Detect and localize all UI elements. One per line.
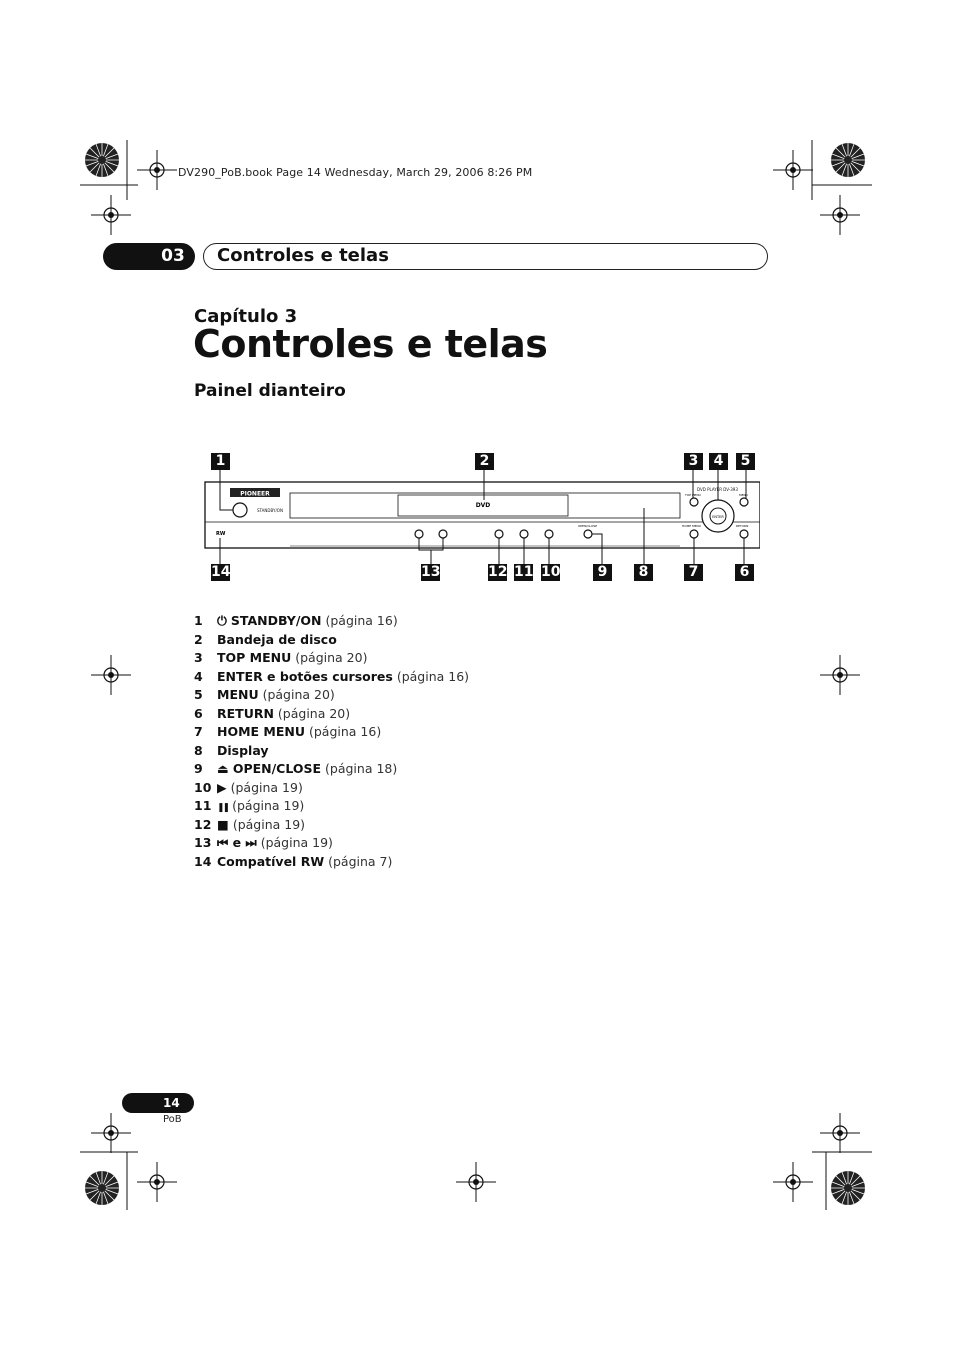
brand-logo-text: PIONEER bbox=[240, 490, 270, 498]
callout-2: 2 bbox=[475, 453, 494, 470]
callout-8: 8 bbox=[634, 564, 653, 581]
callout-11: 11 bbox=[514, 564, 534, 580]
list-item: 12 ■ (página 19) bbox=[194, 816, 469, 835]
rw-logo: RW bbox=[216, 531, 226, 537]
return-label: RETURN bbox=[736, 524, 749, 528]
eject-icon: ⏏ bbox=[217, 761, 229, 776]
page-number: 14 bbox=[163, 1096, 180, 1110]
chapter-badge-number: 03 bbox=[161, 246, 185, 266]
menu-button bbox=[740, 498, 748, 506]
callout-9: 9 bbox=[593, 564, 612, 581]
standby-button bbox=[233, 503, 247, 517]
header-title: Controles e telas bbox=[217, 245, 389, 266]
skip-prev-next-icon: ⏮ e ⏭ bbox=[217, 835, 257, 850]
list-item: 13 ⏮ e ⏭ (página 19) bbox=[194, 834, 469, 853]
device-body bbox=[205, 482, 760, 548]
stop-button bbox=[495, 530, 503, 538]
open-close-label: OPEN/CLOSE bbox=[578, 524, 598, 528]
list-item: 8 Display bbox=[194, 742, 269, 758]
list-item: 4 ENTER e botões cursores (página 16) bbox=[194, 668, 470, 684]
skip-prev-button bbox=[415, 530, 423, 538]
top-menu-button bbox=[690, 498, 698, 506]
list-item: 11 ❚❚ (página 19) bbox=[194, 797, 469, 816]
callout-7: 7 bbox=[684, 564, 703, 581]
list-item: 7 HOME MENU (página 16) bbox=[194, 724, 382, 739]
chapter-badge bbox=[103, 243, 195, 270]
play-icon: ▶ bbox=[217, 779, 227, 795]
standby-label: STANDBY/ON bbox=[257, 508, 283, 513]
enter-label: ENTER bbox=[712, 515, 724, 519]
section-title: Painel dianteiro bbox=[194, 381, 346, 401]
print-info: DV290_PoB.book Page 14 Wednesday, March 29, 2006 8:26 PM bbox=[178, 166, 533, 179]
pause-button bbox=[520, 530, 528, 538]
stop-icon: ■ bbox=[217, 816, 229, 832]
page-number-badge bbox=[122, 1093, 194, 1113]
list-item: 2 Bandeja de disco bbox=[194, 631, 337, 647]
callout-6: 6 bbox=[735, 564, 754, 581]
callout-12: 12 bbox=[488, 564, 508, 580]
chapter-label: Capítulo 3 bbox=[194, 306, 298, 327]
play-button bbox=[545, 530, 553, 538]
pause-icon: ❚❚ bbox=[217, 803, 229, 813]
list-item: 6 RETURN (página 20) bbox=[194, 705, 351, 721]
menu-label: MENU bbox=[739, 493, 748, 497]
page-language: PoB bbox=[163, 1114, 182, 1125]
top-menu-label: TOP MENU bbox=[685, 493, 701, 497]
open-close-button bbox=[584, 530, 592, 538]
callout-5: 5 bbox=[736, 453, 755, 470]
return-button bbox=[740, 530, 748, 538]
list-item: 9 ⏏ OPEN/CLOSE (página 18) bbox=[194, 760, 469, 779]
skip-next-button bbox=[439, 530, 447, 538]
model-text: DVD PLAYER DV-393 bbox=[697, 487, 738, 492]
callout-3: 3 bbox=[684, 453, 703, 470]
list-item: 3 TOP MENU (página 20) bbox=[194, 650, 368, 665]
callout-1: 1 bbox=[211, 453, 230, 470]
list-item: 5 MENU (página 20) bbox=[194, 687, 335, 702]
callout-14: 14 bbox=[211, 564, 231, 580]
home-menu-button bbox=[690, 530, 698, 538]
callout-13: 13 bbox=[421, 564, 441, 580]
callout-10: 10 bbox=[541, 564, 561, 580]
list-item: 14 Compatível RW (página 7) bbox=[194, 853, 393, 869]
dvd-logo: DVD bbox=[475, 502, 491, 509]
home-menu-label: HOME MENU bbox=[682, 524, 701, 528]
list-item: 10 ▶ (página 19) bbox=[194, 779, 469, 798]
callout-4: 4 bbox=[709, 453, 728, 470]
chapter-title: Controles e telas bbox=[193, 322, 548, 366]
list-item: 1 ⏻ STANDBY/ON (página 16) bbox=[194, 612, 469, 631]
control-list bbox=[194, 612, 469, 871]
power-icon: ⏻ bbox=[217, 613, 227, 628]
